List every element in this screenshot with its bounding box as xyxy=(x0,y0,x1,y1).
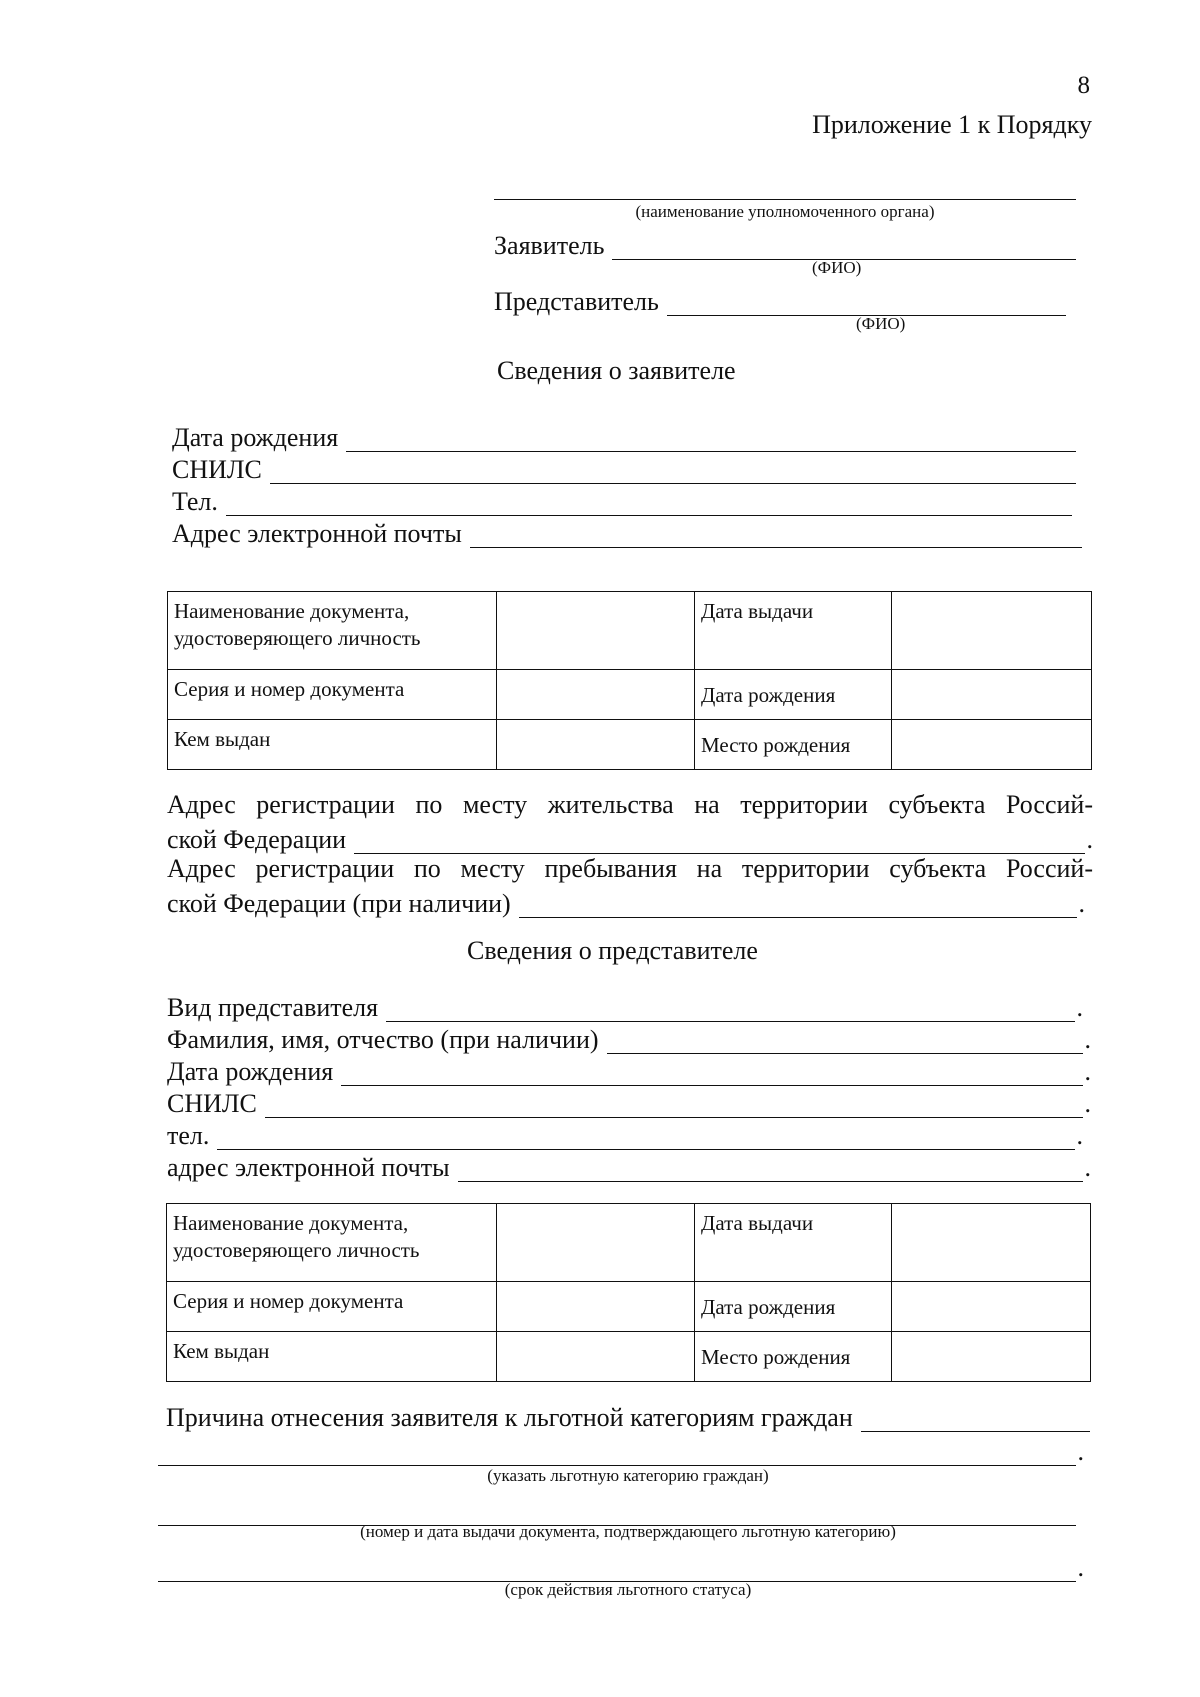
rep-series-number-label: Серия и номер документа xyxy=(167,1282,497,1332)
applicant-doc-name-cell[interactable] xyxy=(497,592,695,670)
rep-issue-date-label: Дата выдачи xyxy=(695,1204,892,1282)
applicant-issued-by-cell[interactable] xyxy=(497,720,695,770)
representative-section-title: Сведения о представителе xyxy=(467,936,758,965)
rep-birth-date-label: Дата рождения xyxy=(167,1057,334,1086)
applicant-series-number-label: Серия и номер документа xyxy=(168,670,497,720)
applicant-fio-caption: (ФИО) xyxy=(812,258,862,277)
residence-address-dot: . xyxy=(1086,825,1093,854)
representative-id-document-table xyxy=(166,1203,1091,1382)
rep-email-dot: . xyxy=(1084,1153,1091,1182)
rep-email-row xyxy=(167,1148,1091,1182)
benefit-term-row xyxy=(158,1548,1084,1582)
rep-table-birth-date-cell[interactable] xyxy=(892,1282,1091,1332)
benefit-category-field[interactable] xyxy=(158,1441,1076,1466)
applicant-birth-place-cell[interactable] xyxy=(892,720,1092,770)
rep-issue-date-cell[interactable] xyxy=(892,1204,1091,1282)
benefit-term-field[interactable] xyxy=(158,1557,1076,1582)
representative-label: Представитель xyxy=(494,287,659,316)
rep-snils-dot: . xyxy=(1084,1089,1091,1118)
applicant-birth-date-label: Дата рождения xyxy=(172,423,339,452)
rep-issued-by-label: Кем выдан xyxy=(167,1332,497,1382)
rep-phone-field[interactable] xyxy=(217,1125,1074,1150)
rep-phone-label: тел. xyxy=(167,1121,210,1150)
applicant-snils-field[interactable] xyxy=(270,459,1076,484)
applicant-snils-label: СНИЛС xyxy=(172,455,262,484)
applicant-id-document-table xyxy=(167,591,1092,770)
rep-issued-by-cell[interactable] xyxy=(497,1332,695,1382)
applicant-series-number-cell[interactable] xyxy=(497,670,695,720)
applicant-table-birth-date-label: Дата рождения xyxy=(695,670,892,720)
rep-doc-name-cell[interactable] xyxy=(497,1204,695,1282)
residence-address-line1: Адрес регистрации по месту жительства на территории субъекта Россий- xyxy=(167,790,1093,819)
applicant-birth-date-row xyxy=(172,418,1076,452)
rep-table-birth-date-label: Дата рождения xyxy=(695,1282,892,1332)
rep-kind-field[interactable] xyxy=(386,997,1074,1022)
applicant-email-field[interactable] xyxy=(470,523,1082,548)
authority-caption: (наименование уполномоченного органа) xyxy=(635,202,935,221)
rep-email-label: адрес электронной почты xyxy=(167,1153,450,1182)
rep-snils-field[interactable] xyxy=(265,1093,1083,1118)
residence-address-label: ской Федерации xyxy=(167,825,347,854)
rep-full-name-field[interactable] xyxy=(607,1029,1083,1054)
applicant-phone-row xyxy=(172,482,1072,516)
stay-address-field[interactable] xyxy=(519,893,1077,918)
representative-fio-caption: (ФИО) xyxy=(856,314,906,333)
applicant-email-label: Адрес электронной почты xyxy=(172,519,462,548)
rep-birth-date-row xyxy=(167,1052,1091,1086)
applicant-phone-field[interactable] xyxy=(226,491,1072,516)
applicant-doc-name-label: Наименование документа, удостоверяющего личность xyxy=(168,592,497,670)
applicant-section-title: Сведения о заявителе xyxy=(497,356,736,385)
applicant-birth-date-field[interactable] xyxy=(346,427,1076,452)
rep-snils-row xyxy=(167,1084,1091,1118)
benefit-reason-label: Причина отнесения заявителя к льготной категориям граждан xyxy=(166,1403,853,1432)
rep-phone-row xyxy=(167,1116,1083,1150)
applicant-birth-place-label: Место рождения xyxy=(695,720,892,770)
applicant-issue-date-label: Дата выдачи xyxy=(695,592,892,670)
rep-kind-label: Вид представителя xyxy=(167,993,379,1022)
representative-name-field[interactable] xyxy=(667,291,1066,316)
rep-doc-name-label: Наименование документа, удостоверяющего личность xyxy=(167,1204,497,1282)
rep-full-name-dot: . xyxy=(1084,1025,1091,1054)
rep-snils-label: СНИЛС xyxy=(167,1089,257,1118)
applicant-issued-by-label: Кем выдан xyxy=(168,720,497,770)
rep-series-number-cell[interactable] xyxy=(497,1282,695,1332)
stay-address-row xyxy=(167,884,1085,918)
page-number: 8 xyxy=(1077,72,1090,99)
benefit-document-row xyxy=(158,1492,1076,1526)
benefit-term-caption: (срок действия льготного статуса) xyxy=(504,1580,752,1599)
applicant-name-row xyxy=(494,226,1076,260)
rep-birth-date-field[interactable] xyxy=(341,1061,1082,1086)
applicant-email-row xyxy=(172,514,1082,548)
benefit-document-caption: (номер и дата выдачи документа, подтверждающего льготную категорию) xyxy=(360,1522,896,1541)
rep-birth-place-cell[interactable] xyxy=(892,1332,1091,1382)
rep-email-field[interactable] xyxy=(458,1157,1083,1182)
rep-phone-dot: . xyxy=(1076,1121,1083,1150)
representative-name-row xyxy=(494,282,1066,316)
stay-address-label: ской Федерации (при наличии) xyxy=(167,889,511,918)
rep-kind-row xyxy=(167,988,1083,1022)
rep-full-name-label: Фамилия, имя, отчество (при наличии) xyxy=(167,1025,599,1054)
authority-name-field[interactable] xyxy=(494,199,1076,200)
applicant-label: Заявитель xyxy=(494,231,605,260)
applicant-name-field[interactable] xyxy=(612,235,1076,260)
benefit-category-row xyxy=(158,1432,1084,1466)
benefit-category-dot: . xyxy=(1077,1437,1084,1466)
applicant-snils-row xyxy=(172,450,1076,484)
stay-address-line1: Адрес регистрации по месту пребывания на территории субъекта Россий- xyxy=(167,854,1093,883)
benefit-category-caption: (указать льготную категорию граждан) xyxy=(487,1466,769,1485)
stay-address-dot: . xyxy=(1078,889,1085,918)
rep-birth-date-dot: . xyxy=(1084,1057,1091,1086)
residence-address-row xyxy=(167,820,1093,854)
appendix-title: Приложение 1 к Порядку xyxy=(812,110,1092,139)
rep-kind-dot: . xyxy=(1076,993,1083,1022)
residence-address-field[interactable] xyxy=(354,829,1084,854)
rep-full-name-row xyxy=(167,1020,1091,1054)
benefit-reason-field[interactable] xyxy=(861,1407,1090,1432)
rep-birth-place-label: Место рождения xyxy=(695,1332,892,1382)
benefit-term-dot: . xyxy=(1077,1553,1084,1582)
applicant-phone-label: Тел. xyxy=(172,487,218,516)
benefit-reason-row xyxy=(166,1398,1090,1432)
applicant-table-birth-date-cell[interactable] xyxy=(892,670,1092,720)
applicant-issue-date-cell[interactable] xyxy=(892,592,1092,670)
